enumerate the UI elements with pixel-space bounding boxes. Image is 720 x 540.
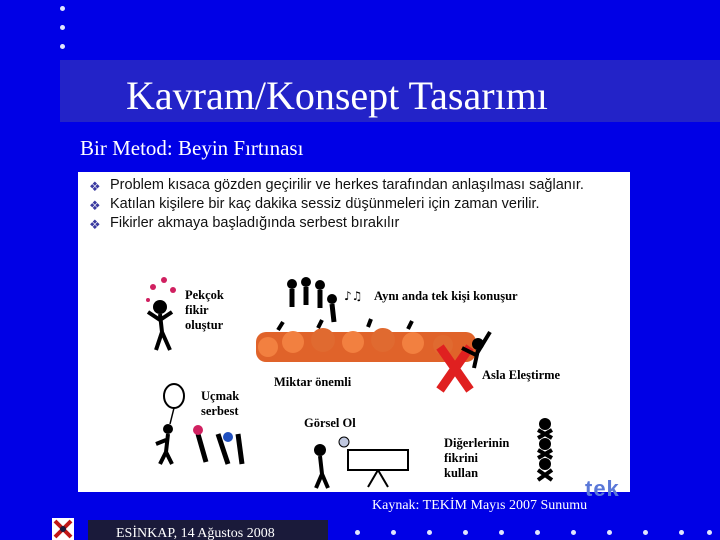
- bullet-item: ❖ Problem kısaca gözden geçirilir ve herkes tarafından anlaşılması sağlanır.: [89, 177, 584, 194]
- bottom-bullet-dots: [355, 530, 715, 536]
- diamond-bullet-icon: ❖: [89, 179, 101, 194]
- footer-box: [88, 520, 328, 540]
- slide-title: Kavram/Konsept Tasarımı: [126, 73, 548, 118]
- label-digerleri: Diğerlerinin fikrini kullan: [444, 436, 510, 480]
- logo-icon: [52, 518, 74, 540]
- svg-text:♪♫: ♪♫: [344, 289, 363, 303]
- label-ucmak: Uçmak serbest: [201, 389, 240, 418]
- footer-text: ESİNKAP, 14 Ağustos 2008: [116, 526, 275, 540]
- label-gorsel: Görsel Ol: [304, 416, 356, 430]
- bullet-item: ❖ Katılan kişilere bir kaç dakika sessiz düşünmeleri için zaman verilir.: [89, 196, 540, 213]
- slide-subtitle: Bir Metod: Beyin Fırtınası: [80, 136, 304, 160]
- brainstorm-illustration: [78, 172, 630, 492]
- source-caption: Kaynak: TEKİM Mayıs 2007 Sunumu: [372, 498, 588, 513]
- content-panel: [78, 172, 630, 492]
- label-ayni-anda: Aynı anda tek kişi konuşur: [374, 289, 518, 303]
- label-asla: Asla Eleştirme: [482, 368, 561, 382]
- tek-watermark: tek: [585, 476, 620, 501]
- visual-board-icon: [314, 437, 408, 488]
- label-miktar: Miktar önemli: [274, 375, 352, 389]
- top-bullet-dots: [60, 6, 65, 63]
- stacked-people-icon: [538, 418, 552, 480]
- juggler-figure-icon: [146, 277, 176, 350]
- bullet-item: ❖ Fikirler akmaya başladığında serbest bırakılır: [89, 215, 400, 232]
- label-pekcok: Pekçok fikir oluştur: [185, 288, 224, 332]
- diamond-bullet-icon: ❖: [89, 217, 101, 232]
- diamond-bullet-icon: ❖: [89, 198, 101, 213]
- group-of-people-icon: [287, 277, 362, 322]
